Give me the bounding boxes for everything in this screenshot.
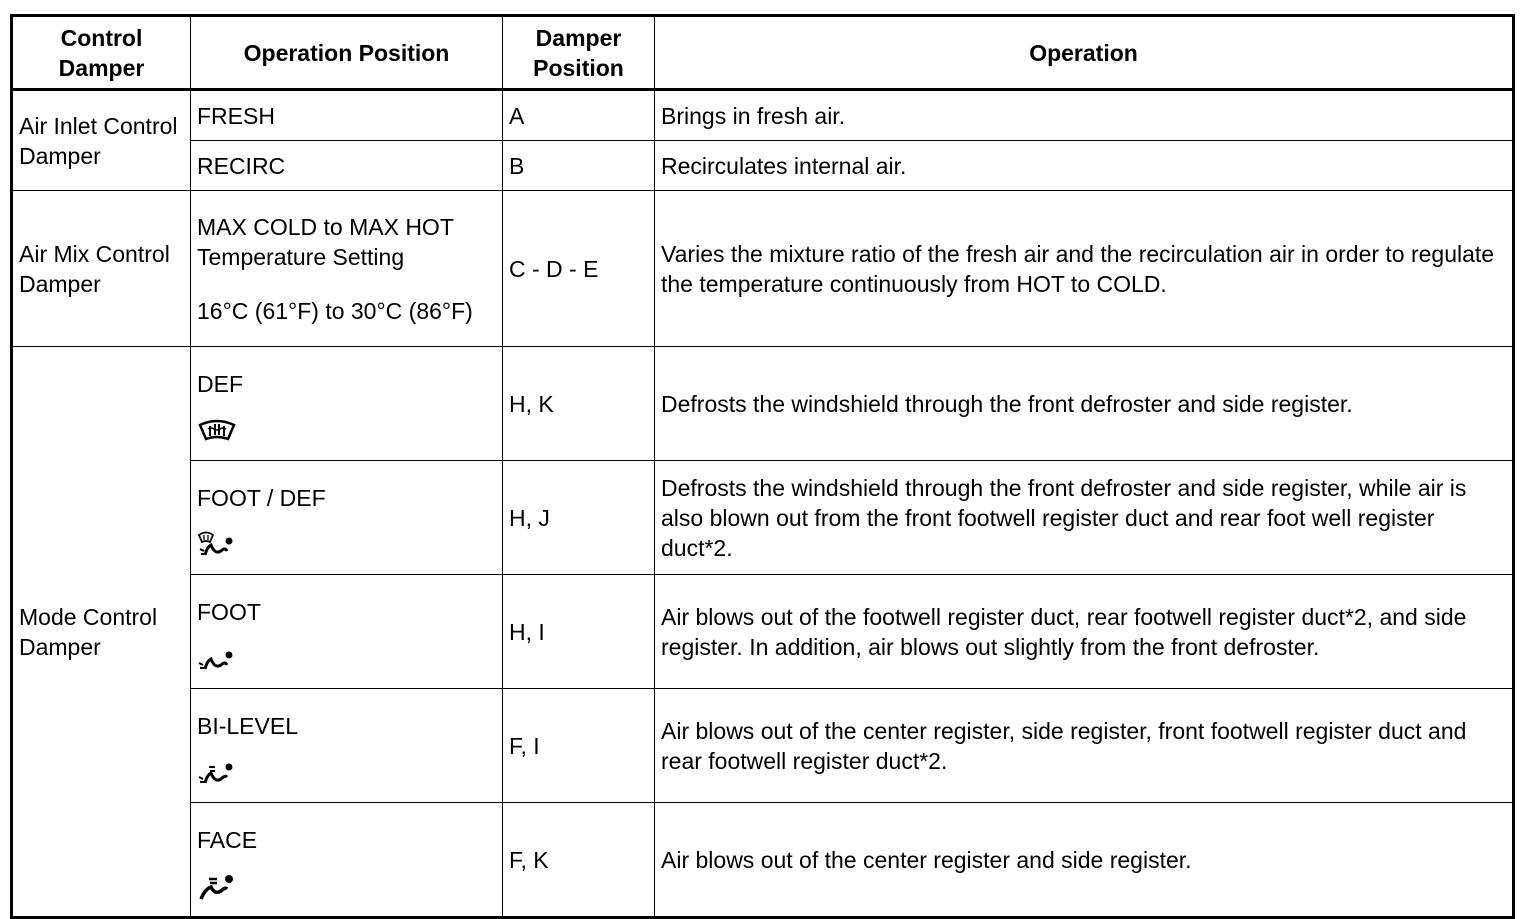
table-row xyxy=(12,191,1514,347)
position-cell xyxy=(191,575,503,689)
damper-cell: H, K xyxy=(503,347,655,461)
damper-cell: B xyxy=(503,141,655,191)
table-row xyxy=(12,689,1514,803)
position-cell xyxy=(191,461,503,575)
table-row xyxy=(12,803,1514,918)
position-cell xyxy=(191,347,503,461)
operation-cell: Air blows out of the center register, side register, front footwell register duct and rear footwell register duct*2. xyxy=(655,689,1514,803)
damper-operation-table xyxy=(10,14,1515,919)
operation-cell: Air blows out of the center register and side register. xyxy=(655,803,1514,918)
operation-cell: Defrosts the windshield through the front defroster and side register. xyxy=(655,347,1514,461)
position-label: FACE xyxy=(197,826,258,853)
position-cell xyxy=(191,689,503,803)
damper-cell: H, I xyxy=(503,575,655,689)
header-row xyxy=(12,16,1514,90)
group-air-inlet: Air Inlet Control Damper xyxy=(12,90,191,191)
position-cell: RECIRC xyxy=(191,141,503,191)
foot-defrost-icon xyxy=(197,529,237,559)
position-label: MAX COLD to MAX HOT Temperature Setting xyxy=(197,213,454,270)
position-label: BI-LEVEL xyxy=(197,712,298,739)
damper-cell: F, I xyxy=(503,689,655,803)
header-damper-position: Damper Position xyxy=(503,16,655,90)
bi-level-icon xyxy=(197,757,237,787)
operation-cell: Defrosts the windshield through the front defroster and side register, while air is also blown out from the front footwell register duct and rear foot well register duct*2. xyxy=(655,461,1514,575)
table-row xyxy=(12,575,1514,689)
position-label: DEF xyxy=(197,370,243,397)
operation-cell: Varies the mixture ratio of the fresh air and the recirculation air in order to regulate the temperature continuously from HOT to COLD. xyxy=(655,191,1514,347)
group-mode: Mode Control Damper xyxy=(12,347,191,918)
header-control-damper: Control Damper xyxy=(12,16,191,90)
damper-cell: F, K xyxy=(503,803,655,918)
table-row xyxy=(12,347,1514,461)
table-row xyxy=(12,461,1514,575)
defrost-icon xyxy=(197,415,237,445)
position-label: FOOT xyxy=(197,598,261,625)
position-label: FOOT / DEF xyxy=(197,484,326,511)
position-cell: FRESH xyxy=(191,90,503,141)
temperature-range: 16°C (61°F) to 30°C (86°F) xyxy=(197,297,473,324)
position-cell xyxy=(191,191,503,347)
header-operation: Operation xyxy=(655,16,1514,90)
operation-cell: Recirculates internal air. xyxy=(655,141,1514,191)
foot-icon xyxy=(197,643,237,673)
header-operation-position: Operation Position xyxy=(191,16,503,90)
table-row xyxy=(12,90,1514,141)
damper-cell: H, J xyxy=(503,461,655,575)
group-air-mix: Air Mix Control Damper xyxy=(12,191,191,347)
position-cell xyxy=(191,803,503,918)
table-row xyxy=(12,141,1514,191)
damper-cell: A xyxy=(503,90,655,141)
operation-cell: Brings in fresh air. xyxy=(655,90,1514,141)
face-icon xyxy=(197,871,237,901)
damper-cell: C - D - E xyxy=(503,191,655,347)
operation-cell: Air blows out of the footwell register duct, rear footwell register duct*2, and side register. In addition, air blows out slightly from the front defroster. xyxy=(655,575,1514,689)
